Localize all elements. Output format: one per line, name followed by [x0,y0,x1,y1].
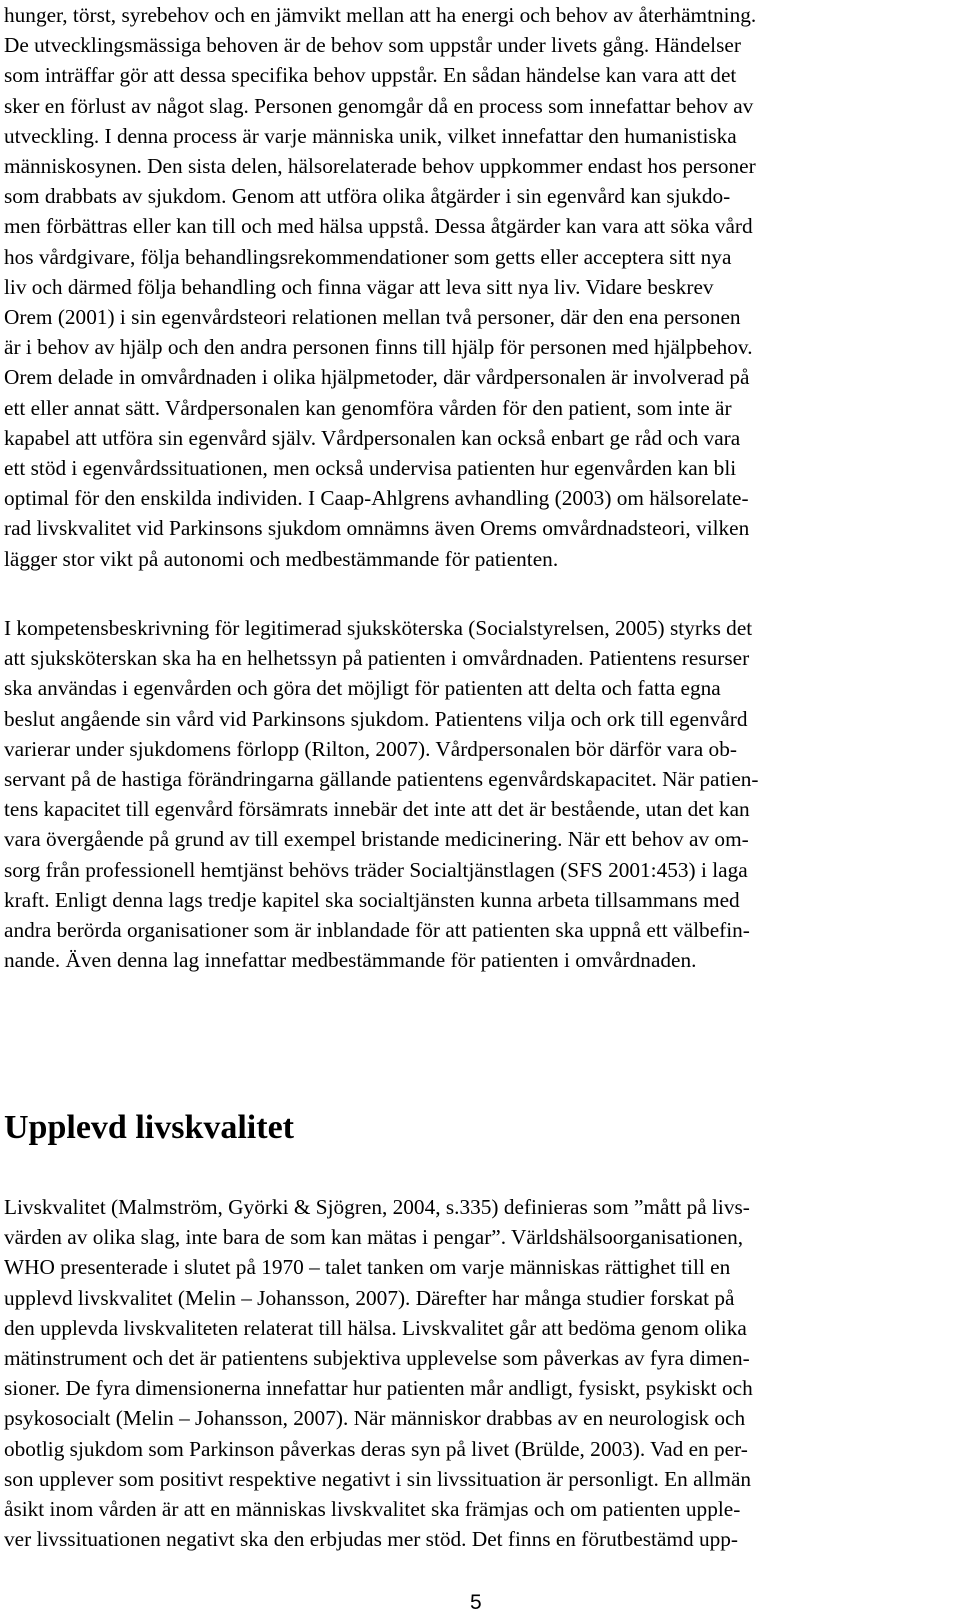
text-line: upplevd livskvalitet (Melin – Johansson, 2007). Därefter har många studier forskat på [4,1285,735,1310]
section-heading: Upplevd livskvalitet [4,1109,294,1146]
text-line: varierar under sjukdomens förlopp (Rilton, 2007). Vårdpersonalen bör därför vara ob- [4,736,737,761]
text-line: värden av olika slag, inte bara de som kan mätas i pengar”. Världshälsoorganisationen, [4,1225,744,1250]
text-line: ett stöd i egenvårdssituationen, men också undervisa patienten hur egenvården kan bli [4,456,737,481]
text-line: ett eller annat sätt. Vårdpersonalen kan genomföra vården för den patient, som inte är [4,395,732,420]
text-line: hos vårdgivare, följa behandlingsrekommendationer som getts eller acceptera sitt nya [4,244,732,269]
paragraph-1 [4,0,756,574]
text-line: men förbättras eller kan till och med hälsa uppstå. Dessa åtgärder kan vara att söka vård [4,214,753,239]
text-line: servant på de hastiga förändringarna gällande patientens egenvårdskapacitet. När patien- [4,767,759,792]
page-number: 5 [470,1591,482,1614]
text-line: rad livskvalitet vid Parkinsons sjukdom omnämns även Orems omvårdnadsteori, vilken [4,516,750,541]
text-line: utveckling. I denna process är varje människa unik, vilket innefattar den humanistiska [4,123,737,148]
text-line: psykosocialt (Melin – Johansson, 2007). När människor drabbas av en neurologisk och [4,1406,746,1431]
text-line: åsikt inom vården är att en människas livskvalitet ska främjas och om patienten upple- [4,1497,741,1522]
text-line: är i behov av hjälp och den andra personen finns till hjälp för personen med hjälpbehov. [4,335,753,360]
text-line: ver livssituationen negativt ska den erbjudas mer stöd. Det finns en förutbestämd upp- [4,1527,738,1552]
text-line: Orem (2001) i sin egenvårdsteori relationen mellan två personer, där den ena personen [4,305,741,330]
document-page [4,0,924,1622]
text-line: nande. Även denna lag innefattar medbestämmande för patienten i omvårdnaden. [4,948,697,973]
text-line: kapabel att utföra sin egenvård själv. Vårdpersonalen kan också enbart ge råd och vara [4,425,741,450]
text-line: optimal för den enskilda individen. I Caap-Ahlgrens avhandling (2003) om hälsorelate- [4,486,749,511]
text-line: som inträffar gör att dessa specifika behov uppstår. En sådan händelse kan vara att det [4,63,737,88]
text-line: kraft. Enligt denna lags tredje kapitel ska socialtjänsten kunna arbeta tillsammans med [4,887,740,912]
text-line: beslut angående sin vård vid Parkinsons sjukdom. Patientens vilja och ork till egenvård [4,706,748,731]
text-line: som drabbats av sjukdom. Genom att utföra olika åtgärder i sin egenvård kan sjukdo- [4,184,731,209]
paragraph-2 [4,613,759,975]
text-line: vara övergående på grund av till exempel bristande medicinering. När ett behov av om- [4,827,749,852]
text-line: obotlig sjukdom som Parkinson påverkas deras syn på livet (Brülde, 2003). Vad en per- [4,1436,748,1461]
text-line: sorg från professionell hemtjänst behövs träder Socialtjänstlagen (SFS 2001:453) i laga [4,857,748,882]
text-line: WHO presenterade i slutet på 1970 – talet tanken om varje människas rättighet till en [4,1255,731,1280]
text-line: Orem delade in omvårdnaden i olika hjälpmetoder, där vårdpersonalen är involverad på [4,365,750,390]
text-line: den upplevda livskvaliteten relaterat till hälsa. Livskvalitet går att bedöma genom olika [4,1315,747,1340]
text-line: liv och därmed följa behandling och finna vägar att leva sitt nya liv. Vidare beskrev [4,274,714,299]
text-line: De utvecklingsmässiga behoven är de behov som uppstår under livets gång. Händelser [4,33,741,58]
text-line: andra berörda organisationer som är inblandade för att patienten ska uppnå ett välbefin- [4,918,750,943]
text-line: son upplever som positivt respektive negativt i sin livssituation är personligt. En allmän [4,1466,752,1491]
text-line: hunger, törst, syrebehov och en jämvikt mellan att ha energi och behov av återhämtning. [4,3,757,27]
text-line: ska användas i egenvården och göra det möjligt för patienten att delta och fatta egna [4,676,721,701]
text-line: sioner. De fyra dimensionerna innefattar hur patienten mår andligt, fysiskt, psykiskt och [4,1376,753,1401]
text-line: att sjuksköterskan ska ha en helhetssyn på patienten i omvårdnaden. Patientens resurser [4,646,750,671]
paragraph-3 [4,1192,753,1554]
text-line: tens kapacitet till egenvård försämrats innebär det inte att det är bestående, utan det kan [4,797,750,822]
text-line: sker en förlust av något slag. Personen genomgår då en process som innefattar behov av [4,93,754,118]
text-line: Livskvalitet (Malmström, Györki & Sjögren, 2004, s.335) definieras som ”mått på livs- [4,1195,750,1219]
text-line: människosynen. Den sista delen, hälsorelaterade behov uppkommer endast hos personer [4,154,756,179]
text-line: I kompetensbeskrivning för legitimerad sjuksköterska (Socialstyrelsen, 2005) styrks det [4,616,753,640]
text-line: mätinstrument och det är patientens subjektiva upplevelse som påverkas av fyra dimen- [4,1346,750,1371]
text-line: lägger stor vikt på autonomi och medbestämmande för patienten. [4,546,559,571]
